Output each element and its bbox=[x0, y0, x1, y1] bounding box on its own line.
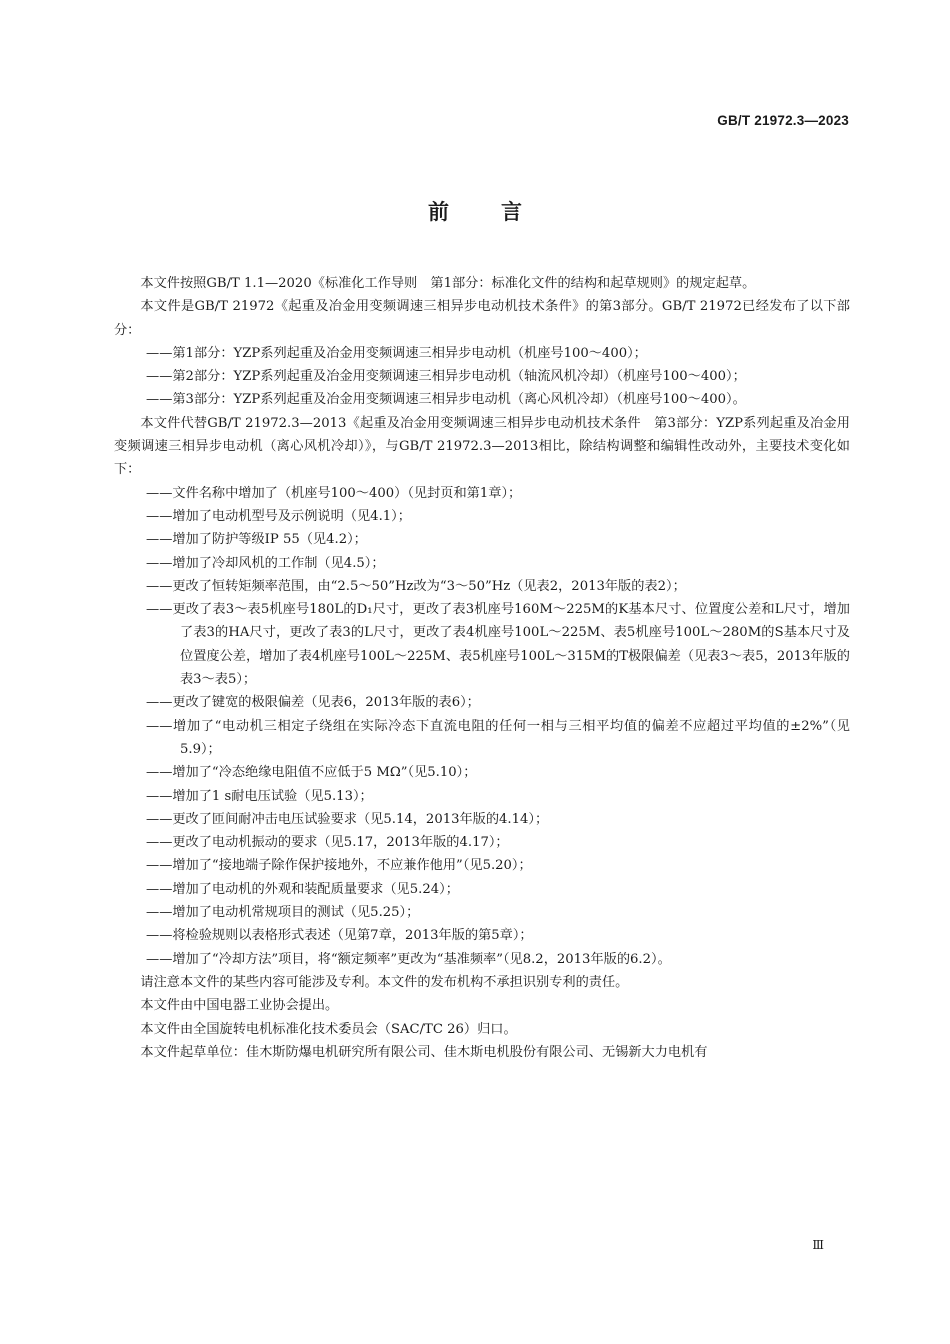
list-item-change: ——增加了“冷态绝缘电阻值不应低于5 MΩ”（见5.10）； bbox=[146, 765, 477, 781]
paragraph-drafting-units: 本文件起草单位：佳木斯防爆电机研究所有限公司、佳木斯电机股份有限公司、无锡新大力电机有 bbox=[140, 1044, 708, 1060]
list-item-change: ——增加了防护等级IP 55（见4.2）； bbox=[146, 532, 367, 548]
list-item-change: ——更改了电动机振动的要求（见5.17，2013年版的4.17）； bbox=[146, 835, 509, 851]
document-body bbox=[114, 272, 850, 1064]
list-item-part: ——第2部分：YZP系列起重及冶金用变频调速三相异步电动机（轴流风机冷却）（机座号100～400）； bbox=[146, 369, 746, 385]
paragraph-patent-notice: 请注意本文件的某些内容可能涉及专利。本文件的发布机构不承担识别专利的责任。 bbox=[140, 974, 629, 990]
list-item-part: ——第3部分：YZP系列起重及冶金用变频调速三相异步电动机（离心风机冷却）（机座号100～400）。 bbox=[146, 392, 746, 408]
list-item-change: ——增加了“接地端子除作保护接地外，不应兼作他用”（见5.20）； bbox=[146, 858, 532, 874]
list-item-change: ——将检验规则以表格形式表述（见第7章，2013年版的第5章）； bbox=[146, 928, 533, 944]
list-item-change: ——更改了恒转矩频率范围，由“2.5～50”Hz改为“3～50”Hz（见表2，2013年版的表2）； bbox=[146, 578, 686, 594]
list-item-change: ——增加了1 s耐电压试验（见5.13）； bbox=[146, 788, 373, 804]
list-item-change: ——更改了表3～表5机座号180L的D₁尺寸，更改了表3机座号160M～225M的K基本尺寸、位置度公差和L尺寸，增加了表3的HA尺寸，更改了表3的L尺寸，更改了表4机座号100L～225M、表5机座号100L～280M的S基本尺寸及位置度公差，增加了表4机座号100L～225M、表5机座号100L～315M的T极限偏差（见表3～表5，2013年版的表3～表5）； bbox=[146, 602, 850, 688]
list-item-part: ——第1部分：YZP系列起重及冶金用变频调速三相异步电动机（机座号100～400）； bbox=[146, 345, 647, 361]
page-title: 前言 bbox=[428, 200, 574, 224]
list-item-change: ——文件名称中增加了（机座号100～400）（见封页和第1章）； bbox=[146, 485, 522, 501]
list-item-change: ——增加了电动机常规项目的测试（见5.25）； bbox=[146, 905, 420, 921]
paragraph-replacement: 本文件代替GB/T 21972.3—2013《起重及冶金用变频调速三相异步电动机技术条件 第3部分：YZP系列起重及冶金用变频调速三相异步电动机（离心风机冷却）》，与GB/T 21972.3—2013相比，除结构调整和编辑性改动外，主要技术变化如下： bbox=[114, 415, 850, 478]
standard-code: GB/T 21972.3—2023 bbox=[717, 113, 849, 128]
list-item-change: ——增加了“电动机三相定子绕组在实际冷态下直流电阻的任何一相与三相平均值的偏差不应超过平均值的±2%”（见5.9）； bbox=[146, 718, 850, 757]
list-item-change: ——增加了电动机型号及示例说明（见4.1）； bbox=[146, 508, 411, 524]
list-item-change: ——增加了电动机的外观和装配质量要求（见5.24）； bbox=[146, 881, 459, 897]
list-item-change: ——增加了冷却风机的工作制（见4.5）； bbox=[146, 555, 385, 571]
page-number: Ⅲ bbox=[812, 1238, 824, 1252]
list-item-change: ——增加了“冷却方法”项目，将“额定频率”更改为“基准频率”（见8.2，2013年版的6.2）。 bbox=[146, 951, 671, 967]
paragraph-proposer: 本文件由中国电器工业协会提出。 bbox=[140, 998, 339, 1014]
paragraph-drafting-basis: 本文件按照GB/T 1.1—2020《标准化工作导则 第1部分：标准化文件的结构和起草规则》的规定起草。 bbox=[140, 276, 756, 291]
list-item-change: ——更改了键宽的极限偏差（见表6，2013年版的表6）； bbox=[146, 695, 480, 711]
paragraph-series-info: 本文件是GB/T 21972《起重及冶金用变频调速三相异步电动机技术条件》的第3部分。GB/T 21972已经发布了以下部分： bbox=[114, 299, 850, 338]
list-item-change: ——更改了匝间耐冲击电压试验要求（见5.14，2013年版的4.14）； bbox=[146, 811, 549, 827]
paragraph-committee: 本文件由全国旋转电机标准化技术委员会（SAC/TC 26）归口。 bbox=[140, 1021, 517, 1037]
